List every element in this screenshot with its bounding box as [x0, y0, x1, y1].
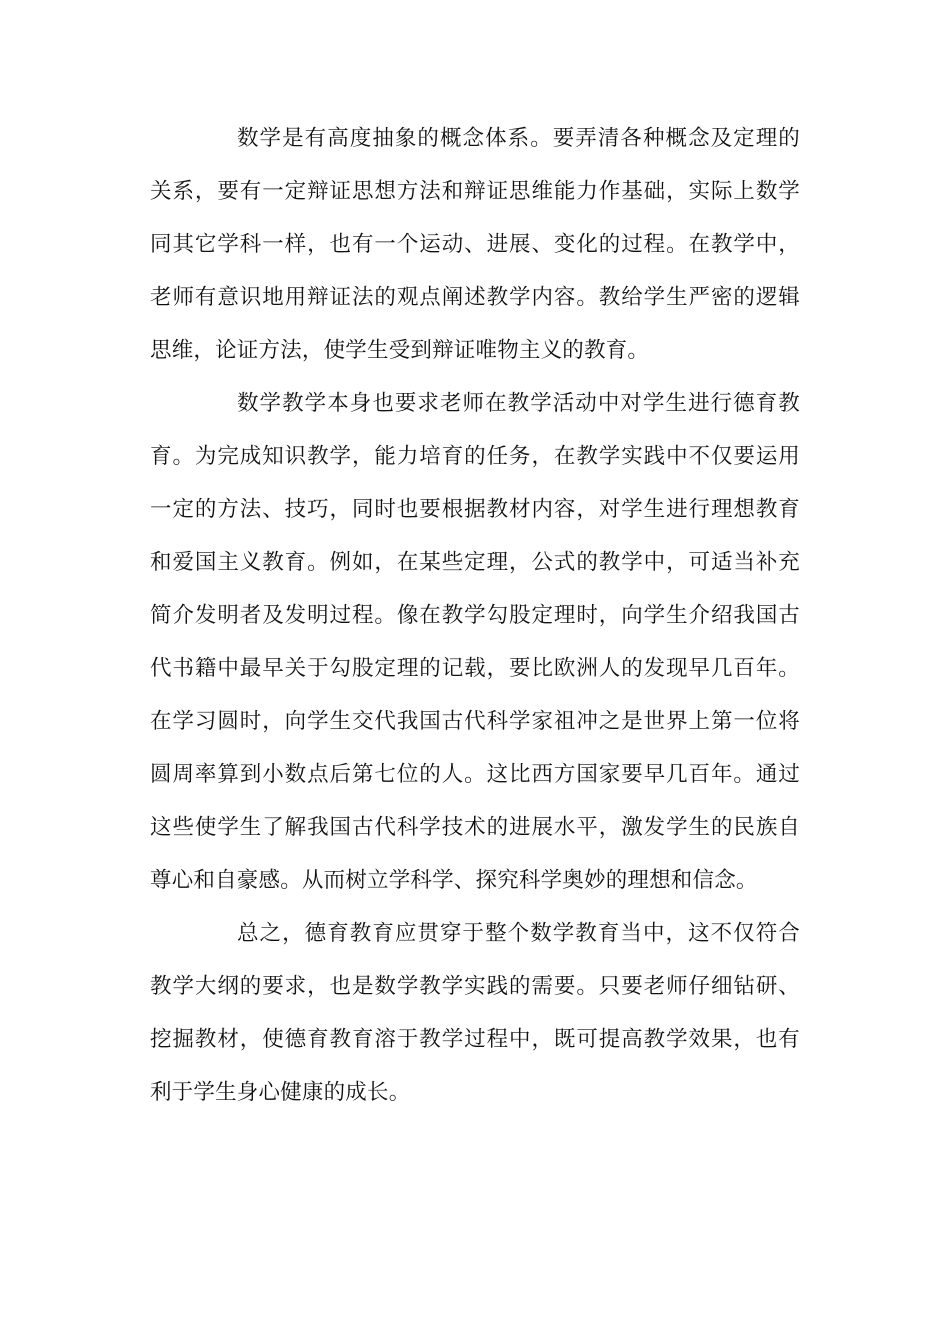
paragraph-2: 数学教学本身也要求老师在教学活动中对学生进行德育教育。为完成知识教学，能力培育的任务，在教学实践中不仅要运用一定的方法、技巧，同时也要根据教材内容，对学生进行理想教育和爱国主义教育。例如，在某些定理，公式的教学中，可适当补充简介发明者及发明过程。像在教学勾股定理时，向学生介绍我国古代书籍中最早关于勾股定理的记载，要比欧洲人的发现早几百年。在学习圆时，向学生交代我国古代科学家祖冲之是世界上第一位将圆周率算到小数点后第七位的人。这比西方国家要早几百年。通过这些使学生了解我国古代科学技术的进展水平，激发学生的民族自尊心和自豪感。从而树立学科学、探究科学奥妙的理想和信念。 [150, 391, 800, 893]
paragraph-3: 总之，德育教育应贯穿于整个数学教育当中，这不仅符合教学大纲的要求，也是数学教学实践的需要。只要老师仔细钻研、挖掘教材，使德育教育溶于教学过程中，既可提高教学效果，也有利于学生身心健康的成长。 [150, 921, 800, 1105]
document-body [150, 112, 800, 1119]
paragraph-1: 数学是有高度抽象的概念体系。要弄清各种概念及定理的关系，要有一定辩证思想方法和辩证思维能力作基础，实际上数学同其它学科一样，也有一个运动、进展、变化的过程。在教学中，老师有意识地用辩证法的观点阐述教学内容。教给学生严密的逻辑思维，论证方法，使学生受到辩证唯物主义的教育。 [150, 126, 800, 363]
